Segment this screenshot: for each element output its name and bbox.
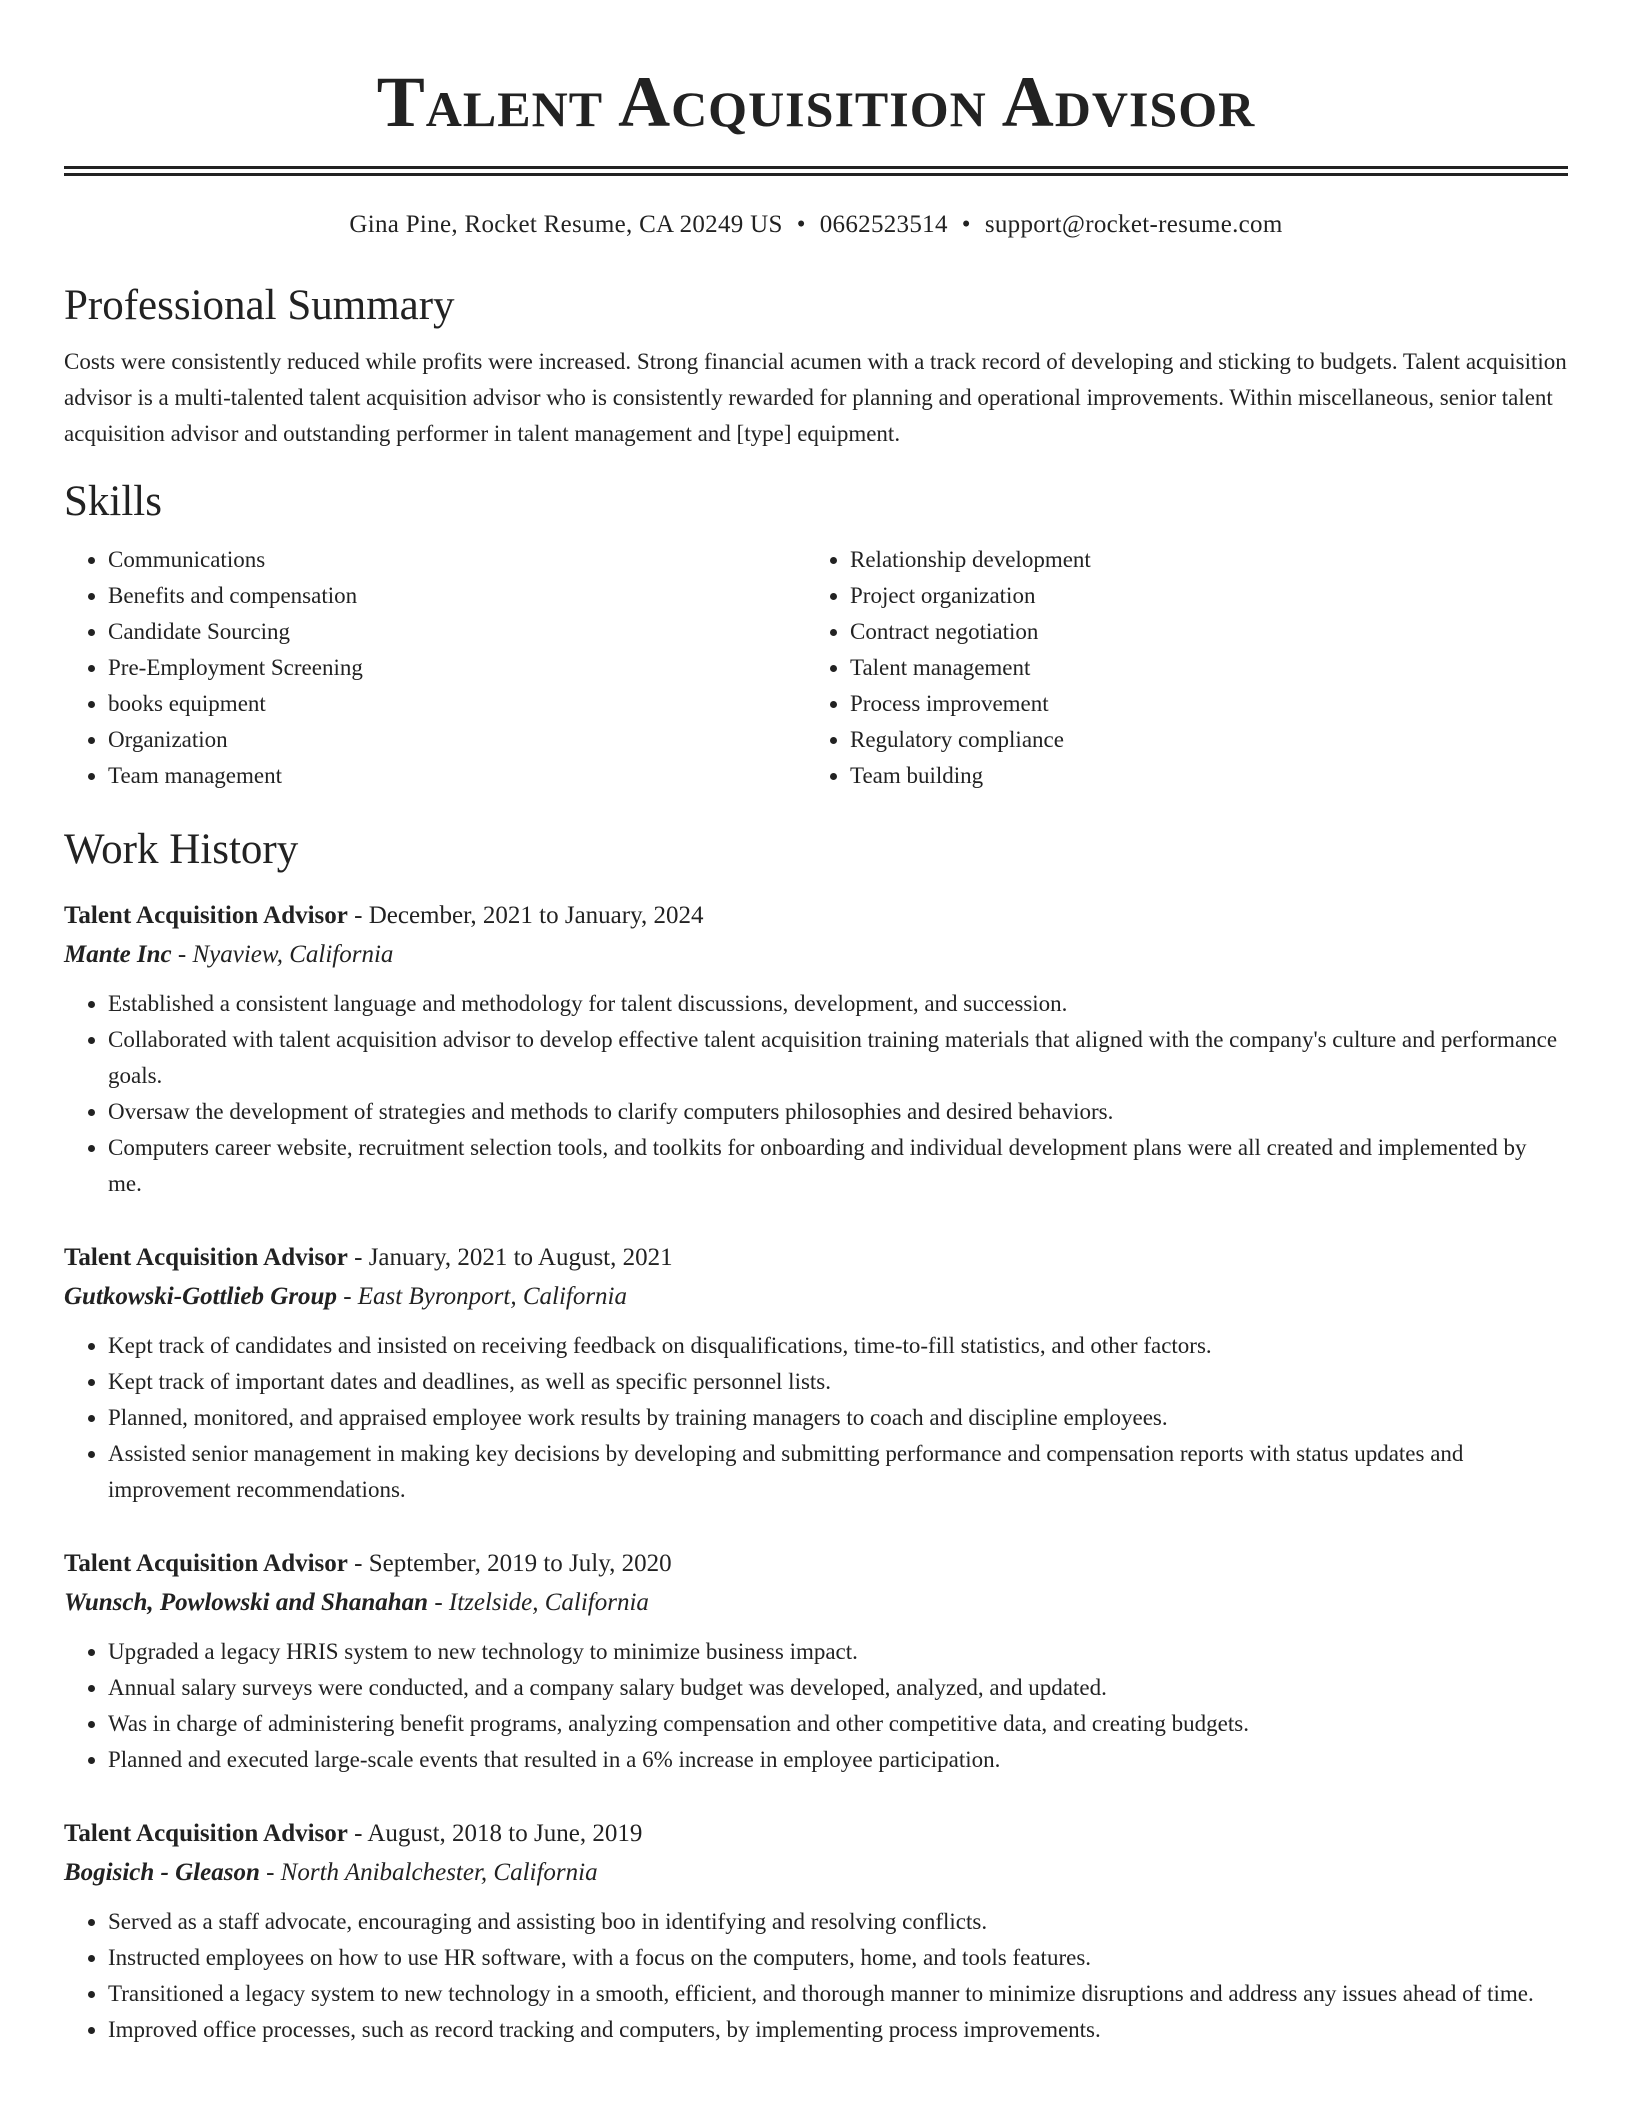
skill-item: • Benefits and compensation — [108, 578, 806, 614]
job-bullet: • Established a consistent language and methodology for talent discussions, development, and succession. — [108, 986, 1568, 1022]
job-company-line — [64, 1584, 1568, 1622]
skills-list-left — [64, 542, 806, 794]
job-dates: - January, 2021 to August, 2021 — [347, 1244, 673, 1271]
job-bullet: • Assisted senior management in making key decisions by developing and submitting performance and compensation reports with status updates and improvement recommendations. — [108, 1436, 1568, 1508]
job-title-line — [64, 896, 1568, 936]
job-company: Gutkowski-Gottlieb Group — [64, 1283, 337, 1310]
job-company: Wunsch, Powlowski and Shanahan — [64, 1589, 429, 1616]
contact-line — [64, 210, 1568, 240]
skill-item: • Team building — [850, 758, 1548, 794]
job-dates: - September, 2019 to July, 2020 — [347, 1550, 672, 1577]
job-role: Talent Acquisition Advisor — [64, 1820, 348, 1847]
job-bullet: • Transitioned a legacy system to new technology in a smooth, efficient, and thorough manner to minimize disruptions and address any issues ahead of time. — [108, 1976, 1568, 2012]
contact-separator: • — [796, 211, 806, 238]
job-company: Bogisich - Gleason — [64, 1859, 260, 1886]
job-title-line — [64, 1238, 1568, 1278]
job-dates: - December, 2021 to January, 2024 — [347, 902, 704, 929]
title-double-rule — [64, 166, 1568, 176]
job-bullet: • Served as a staff advocate, encouraging and assisting boo in identifying and resolving conflicts. — [108, 1904, 1568, 1940]
contact-email: support@rocket-resume.com — [984, 211, 1283, 238]
job-bullets — [64, 986, 1568, 1202]
job-dates: - August, 2018 to June, 2019 — [347, 1820, 643, 1847]
job-location: - East Byronport, California — [336, 1283, 628, 1310]
job-location: - North Anibalchester, California — [259, 1859, 598, 1886]
skills-list-right — [806, 542, 1548, 794]
job-role: Talent Acquisition Advisor — [64, 902, 348, 929]
skill-item: • Talent management — [850, 650, 1548, 686]
job-bullet: • Collaborated with talent acquisition advisor to develop effective talent acquisition training materials that aligned with the company's culture and performance goals. — [108, 1022, 1568, 1094]
skill-item: • Communications — [108, 542, 806, 578]
job-bullet: • Instructed employees on how to use HR software, with a focus on the computers, home, and tools features. — [108, 1940, 1568, 1976]
job-bullets — [64, 1904, 1568, 2048]
job-location: - Itzelside, California — [428, 1589, 649, 1616]
skill-item: • Process improvement — [850, 686, 1548, 722]
contact-address: Gina Pine, Rocket Resume, CA 20249 US — [349, 211, 783, 238]
job-company: Mante Inc — [64, 941, 172, 968]
job-company-line — [64, 1278, 1568, 1316]
job-bullets — [64, 1328, 1568, 1508]
job-entry — [64, 1238, 1568, 1508]
skill-item: • Team management — [108, 758, 806, 794]
summary-text: Costs were consistently reduced while profits were increased. Strong financial acumen with a track record of developing and sticking to budgets. Talent acquisition advisor is a multi-talented talent acquisition advisor who is consistently rewarded for planning and operational improvements. Within miscellaneous, senior talent acquisition advisor and outstanding performer in talent management and [type] equipment. — [64, 349, 1567, 446]
skill-item: • Regulatory compliance — [850, 722, 1548, 758]
job-bullet: • Oversaw the development of strategies and methods to clarify computers philosophies and desired behaviors. — [108, 1094, 1568, 1130]
job-title-line — [64, 1814, 1568, 1854]
job-role: Talent Acquisition Advisor — [64, 1244, 348, 1271]
job-bullet: • Upgraded a legacy HRIS system to new technology to minimize business impact. — [108, 1634, 1568, 1670]
job-bullet: • Kept track of important dates and deadlines, as well as specific personnel lists. — [108, 1364, 1568, 1400]
job-entry — [64, 1814, 1568, 2048]
work-history-heading: Work History — [64, 826, 299, 873]
job-bullet: • Planned and executed large-scale events that resulted in a 6% increase in employee participation. — [108, 1742, 1568, 1778]
job-bullet: • Kept track of candidates and insisted on receiving feedback on disqualifications, time-to-fill statistics, and other factors. — [108, 1328, 1568, 1364]
skill-item: • Pre-Employment Screening — [108, 650, 806, 686]
skills-columns — [64, 542, 1568, 794]
skill-item: • Project organization — [850, 578, 1548, 614]
skill-item: • Relationship development — [850, 542, 1548, 578]
skills-heading: Skills — [64, 478, 162, 525]
summary-heading: Professional Summary — [64, 282, 455, 329]
contact-separator: • — [961, 211, 971, 238]
job-company-line — [64, 936, 1568, 974]
skill-item: • Organization — [108, 722, 806, 758]
job-location: - Nyaview, California — [171, 941, 394, 968]
skill-item: • books equipment — [108, 686, 806, 722]
job-bullet: • Planned, monitored, and appraised employee work results by training managers to coach and discipline employees. — [108, 1400, 1568, 1436]
resume-title: Talent Acquisition Advisor — [376, 62, 1256, 142]
job-company-line — [64, 1854, 1568, 1892]
skill-item: • Candidate Sourcing — [108, 614, 806, 650]
job-bullet: • Was in charge of administering benefit programs, analyzing compensation and other competitive data, and creating budgets. — [108, 1706, 1568, 1742]
resume-page — [64, 0, 1568, 2048]
job-entry — [64, 896, 1568, 1202]
job-bullet: • Improved office processes, such as record tracking and computers, by implementing process improvements. — [108, 2012, 1568, 2048]
job-title-line — [64, 1544, 1568, 1584]
contact-phone: 0662523514 — [819, 211, 948, 238]
job-role: Talent Acquisition Advisor — [64, 1550, 348, 1577]
job-entry — [64, 1544, 1568, 1778]
job-bullet: • Annual salary surveys were conducted, and a company salary budget was developed, analyzed, and updated. — [108, 1670, 1568, 1706]
job-bullet: • Computers career website, recruitment selection tools, and toolkits for onboarding and individual development plans were all created and implemented by me. — [108, 1130, 1568, 1202]
skill-item: • Contract negotiation — [850, 614, 1548, 650]
job-bullets — [64, 1634, 1568, 1778]
